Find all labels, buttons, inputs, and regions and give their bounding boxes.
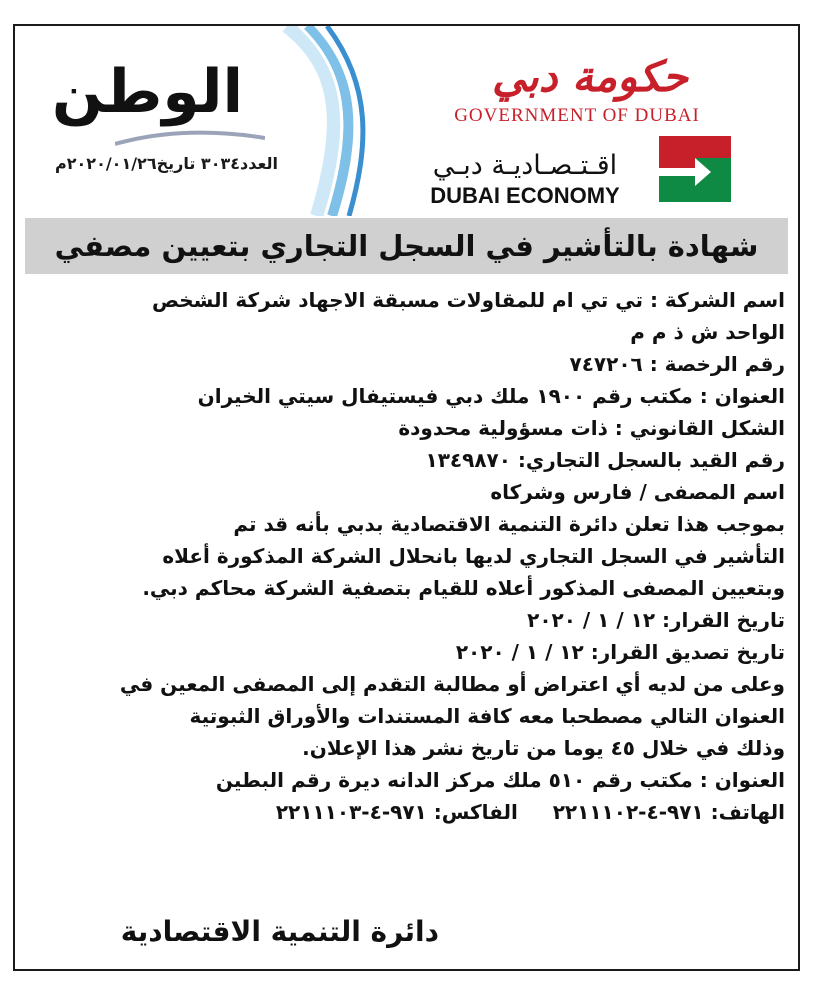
wave-decoration (277, 26, 377, 216)
body-line-liquidator-address: العنوان : مكتب رقم ٥١٠ ملك مركز الدانه ديرة رقم البطين (215, 768, 785, 792)
body-line-legal-form: الشكل القانوني : ذات مسؤولية محدودة (398, 416, 785, 440)
newspaper-swoosh (115, 126, 265, 150)
body-line-license: رقم الرخصة : ٧٤٧٢٠٦ (569, 352, 785, 376)
body-line-announcement-3: وبتعيين المصفى المذكور أعلاه للقيام بتصفية الشركة محاكم دبي. (142, 576, 785, 600)
header (15, 26, 798, 216)
body-line-company-type: الواحد ش ذ م م (630, 320, 785, 344)
body-line-registration: رقم القيد بالسجل التجاري: ١٣٤٩٨٧٠ (425, 448, 785, 472)
body-line-objection-3: وذلك في خلال ٤٥ يوما من تاريخ نشر هذا الإعلان. (302, 736, 785, 760)
body-line-contact: الهاتف: ٩٧١-٤-٢٢١١١٠٢ الفاكس: ٩٧١-٤-٢٢١١١٠٣ (275, 800, 785, 824)
issue-line: العدد٣٠٣٤ تاريخ٢٠٢٠/٠١/٢٦م (55, 154, 278, 173)
body-line-announcement-2: التأشير في السجل التجاري لديها بانحلال الشركة المذكورة أعلاه (162, 544, 785, 568)
newspaper-logo: الوطن (51, 57, 244, 127)
notice-frame (13, 24, 800, 971)
title-bar (25, 218, 788, 274)
body-line-objection-2: العنوان التالي مصطحبا معه كافة المستندات والأوراق الثبوتية (189, 704, 785, 728)
notice-body (31, 284, 785, 828)
economy-logo-english: DUBAI ECONOMY (430, 183, 620, 208)
body-line-company-name: اسم الشركة : تي تي ام للمقاولات مسبقة الاجهاد شركة الشخص (151, 288, 785, 312)
government-logo-english: GOVERNMENT OF DUBAI (454, 105, 700, 126)
economy-logo-arabic: اقـتـصـاديـة دبـي (432, 150, 618, 181)
body-line-approval-date: تاريخ تصديق القرار: ١٢ / ١ / ٢٠٢٠ (455, 640, 785, 664)
body-line-announcement-1: بموجب هذا تعلن دائرة التنمية الاقتصادية بدبي بأنه قد تم (233, 512, 785, 536)
dubai-economy-mark-icon (655, 132, 735, 206)
body-line-liquidator: اسم المصفى / فارس وشركاه (490, 480, 785, 504)
body-line-address: العنوان : مكتب رقم ١٩٠٠ ملك دبي فيستيفال سيتي الخيران (197, 384, 785, 408)
government-logo-arabic: حكومة دبي (492, 52, 688, 101)
notice-title: شهادة بالتأشير في السجل التجاري بتعيين مصفي (54, 229, 759, 263)
body-line-objection-1: وعلى من لديه أي اعتراض أو مطالبة التقدم إلى المصفى المعين في (119, 672, 785, 696)
signature: دائرة التنمية الاقتصادية (120, 915, 439, 948)
body-line-decision-date: تاريخ القرار: ١٢ / ١ / ٢٠٢٠ (527, 608, 785, 632)
